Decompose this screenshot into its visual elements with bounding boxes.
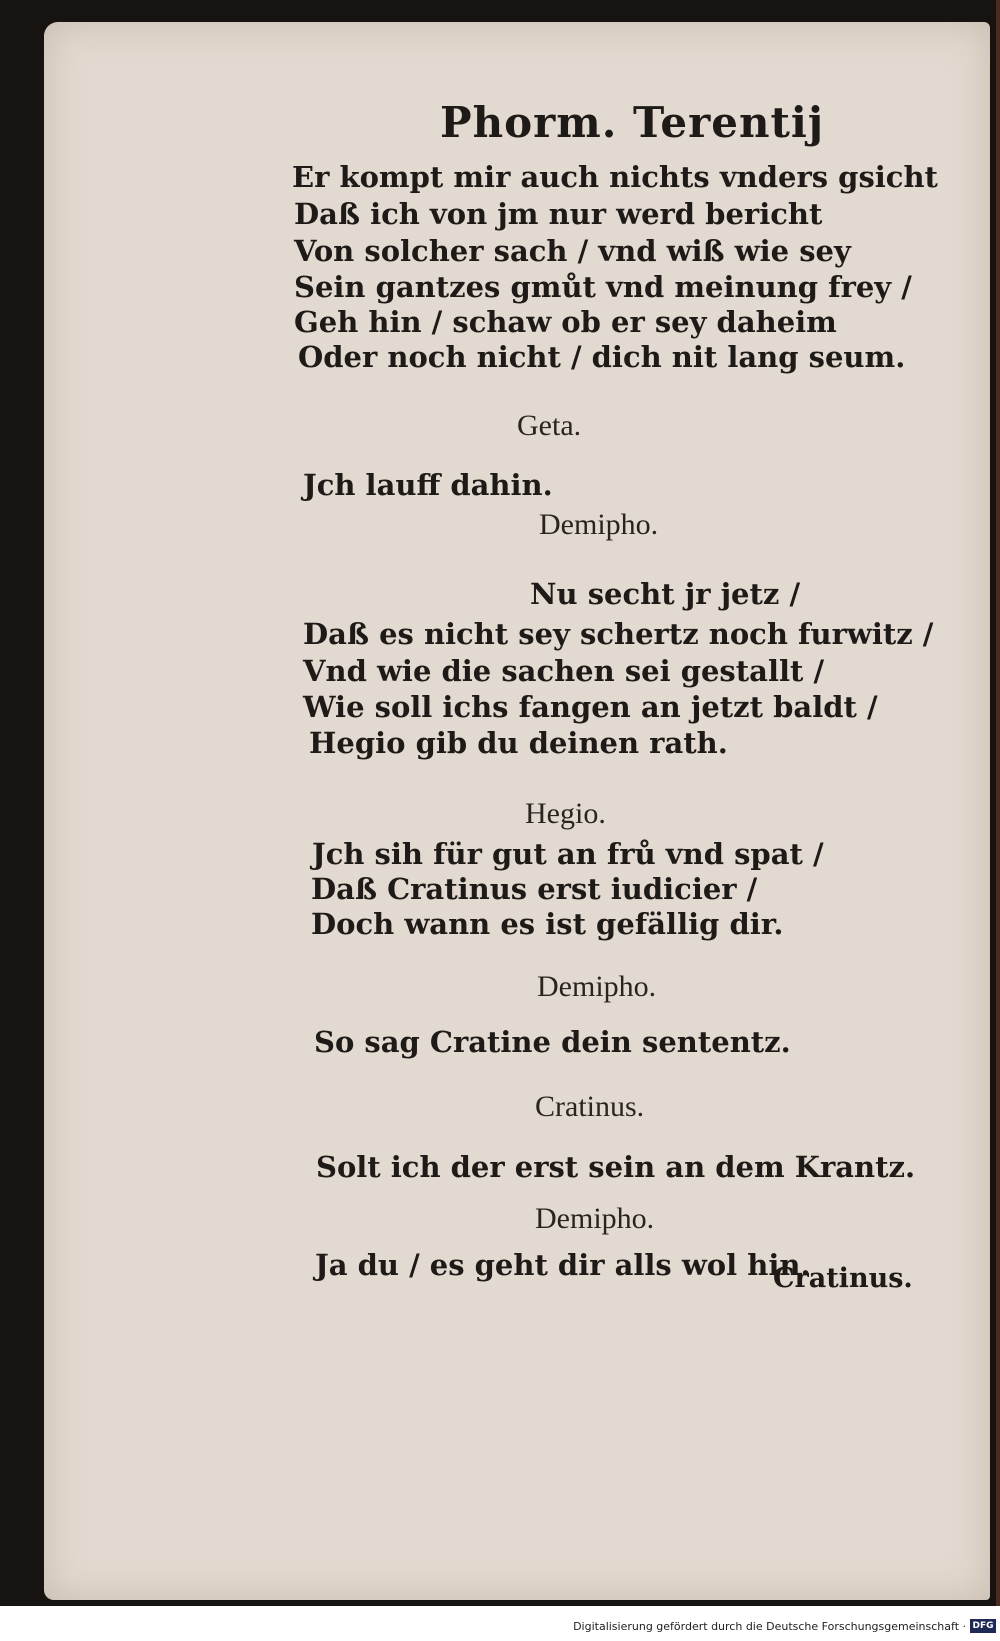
verse-line: So sag Cratine dein sententz.: [314, 1025, 791, 1059]
footer-credit: Digitalisierung gefördert durch die Deutsche Forschungsgemeinschaft ·: [573, 1620, 966, 1633]
verse-line: Oder noch nicht / dich nit lang seum.: [298, 340, 906, 374]
verse-line: Daß Cratinus erst iudicier /: [311, 872, 758, 906]
running-header: Phorm. Terentij: [440, 98, 825, 147]
catchword: Cratinus.: [773, 1263, 913, 1294]
verse-line: Nu secht jr jetz /: [530, 577, 801, 611]
verse-line: Geh hin / schaw ob er sey daheim: [294, 305, 837, 339]
speaker-name: Hegio.: [525, 797, 606, 830]
speaker-name: Demipho.: [535, 1202, 655, 1235]
verse-line: Solt ich der erst sein an dem Krantz.: [316, 1150, 916, 1184]
verse-line: Daß ich von jm nur werd bericht: [294, 197, 823, 231]
verse-line: Sein gantzes gmůt vnd meinung frey /: [294, 270, 912, 304]
verse-line: Doch wann es ist gefällig dir.: [311, 907, 784, 941]
verse-line: Wie soll ichs fangen an jetzt baldt /: [303, 690, 878, 724]
verse-line: Hegio gib du deinen rath.: [309, 726, 728, 760]
dfg-logo-icon: DFG: [970, 1619, 996, 1633]
speaker-name: Demipho.: [539, 508, 659, 541]
page-edge: [996, 0, 1000, 1641]
verse-line: Daß es nicht sey schertz noch furwitz /: [303, 617, 934, 651]
verse-line: Jch sih für gut an frů vnd spat /: [312, 837, 824, 871]
speaker-name: Cratinus.: [535, 1090, 645, 1123]
digitization-footer: [0, 1606, 1000, 1641]
verse-line: Vnd wie die sachen sei gestallt /: [303, 654, 825, 688]
verse-line: Ja du / es geht dir alls wol hin.: [315, 1248, 811, 1282]
speaker-name: Geta.: [517, 409, 582, 442]
verse-line: Jch lauff dahin.: [303, 468, 553, 502]
verse-line: Von solcher sach / vnd wiß wie sey: [294, 234, 851, 268]
speaker-name: Demipho.: [537, 970, 657, 1003]
verse-line: Er kompt mir auch nichts vnders gsicht: [292, 160, 938, 194]
